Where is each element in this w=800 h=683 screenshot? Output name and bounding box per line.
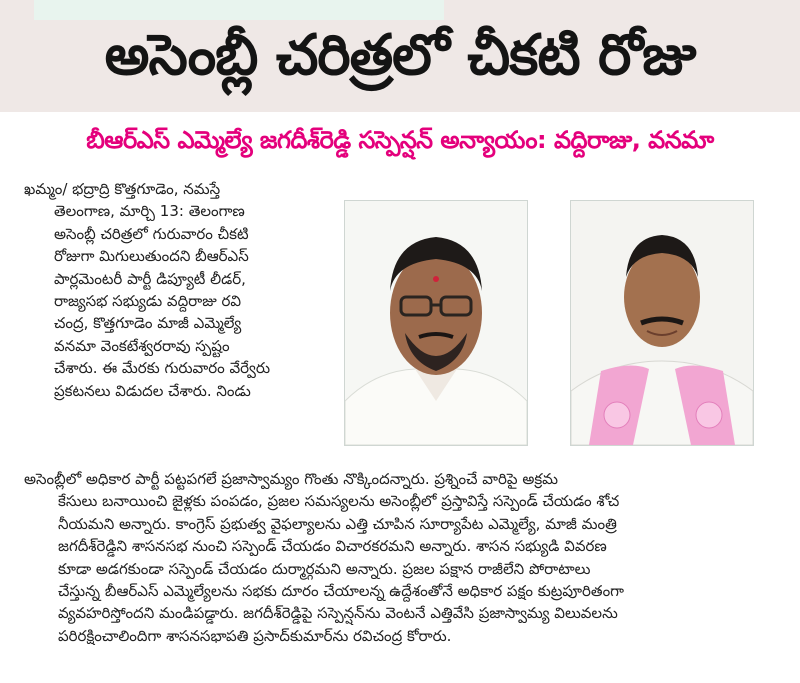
article-line: చేస్తున్న బీఆర్ఎస్ ఎమ్మెల్యేలను సభకు దూరం చేయాలన్న ఉద్దేశంతోనే అధికార పక్షం కుట్రపూరితంగా xyxy=(58,582,624,601)
article-line: ప్రకటనలు విడుదల చేశారు. నిండు xyxy=(54,381,251,400)
photo-backdrop xyxy=(34,0,444,20)
headline: అసెంబ్లీ చరిత్రలో చీకటి రోజు xyxy=(104,23,696,88)
portrait-man-pink-scarf-icon xyxy=(571,201,753,445)
article-line: చేశారు. ఈ మేరకు గురువారం వేర్వేరు xyxy=(54,359,271,378)
article-body-full xyxy=(24,468,780,647)
article-line: రోజుగా మిగులుతుందని బీఆర్ఎస్ xyxy=(54,247,249,266)
article-line: పార్లమెంటరీ పార్టీ డిప్యూటీ లీడర్, xyxy=(54,269,246,288)
subhead: బీఆర్ఎస్ ఎమ్మెల్యే జగదీశ్‌రెడ్డి సస్పెన్షన్ అన్యాయం: వద్దిరాజు, వనమా xyxy=(86,126,714,154)
article-line: తెలంగాణ, మార్చి 13: తెలంగాణ xyxy=(54,202,245,221)
article-line: పరిరక్షించాలిందిగా శాసనసభాపతి ప్రసాద్‌కుమార్‌ను రవిచంద్ర కోరారు. xyxy=(58,626,452,645)
article-line: అసెంబ్లీ చరిత్రలో గురువారం చీకటి xyxy=(54,224,249,243)
article-column-narrow xyxy=(24,178,324,402)
article-line: ఖమ్మం/ భద్రాద్రి కొత్తగూడెం, నమస్తే xyxy=(24,180,221,198)
photo-vanama xyxy=(570,200,754,446)
article-line: జగదీశ్‌రెడ్డిని శాసనసభ నుంచి సస్పెండ్ చేయడం విచారకరమని అన్నారు. శాసన సభ్యుడి వివరణ xyxy=(58,537,607,556)
article-line: వ్యవహరిస్తోందని మండిపడ్డారు. జగదీశ్‌రెడ్డిపై సస్పెన్షన్‌ను వెంటనే ఎత్తివేసి ప్రజాస్వామ్య విలువలను xyxy=(58,604,618,623)
article-line: చంద్ర, కొత్తగూడెం మాజీ ఎమ్మెల్యే xyxy=(54,314,242,333)
article-line: కేసులు బనాయించి జైళ్లకు పంపడం, ప్రజల సమస్యలను అసెంబ్లీలో ప్రస్తావిస్తే సస్పెండ్ చేయడం శోచ xyxy=(58,492,620,511)
photo-vaddiraju xyxy=(344,200,528,446)
article-line: అసెంబ్లీలో అధికార పార్టీ పట్టపగలే ప్రజాస్వామ్యం గొంతు నొక్కిందన్నారు. ప్రశ్నించే వారిపై అక్రమ xyxy=(24,470,559,488)
portrait-man-glasses-icon xyxy=(345,201,527,445)
article-line: వనమా వెంకటేశ్వరరావు స్పష్టం xyxy=(54,336,230,355)
article-line: కూడా అడగకుండా సస్పెండ్ చేయడం దుర్మార్గమని అన్నారు. ప్రజల పక్షాన రాజీలేని పోరాటాలు xyxy=(58,559,591,578)
article-line: నీయమని అన్నారు. కాంగ్రెస్ ప్రభుత్వ వైఫల్యాలను ఎత్తి చూపిన సూర్యాపేట ఎమ్మెల్యే, మాజీ మంత్రి xyxy=(58,514,617,533)
article-line: రాజ్యసభ సభ్యుడు వద్దిరాజు రవి xyxy=(54,292,242,311)
